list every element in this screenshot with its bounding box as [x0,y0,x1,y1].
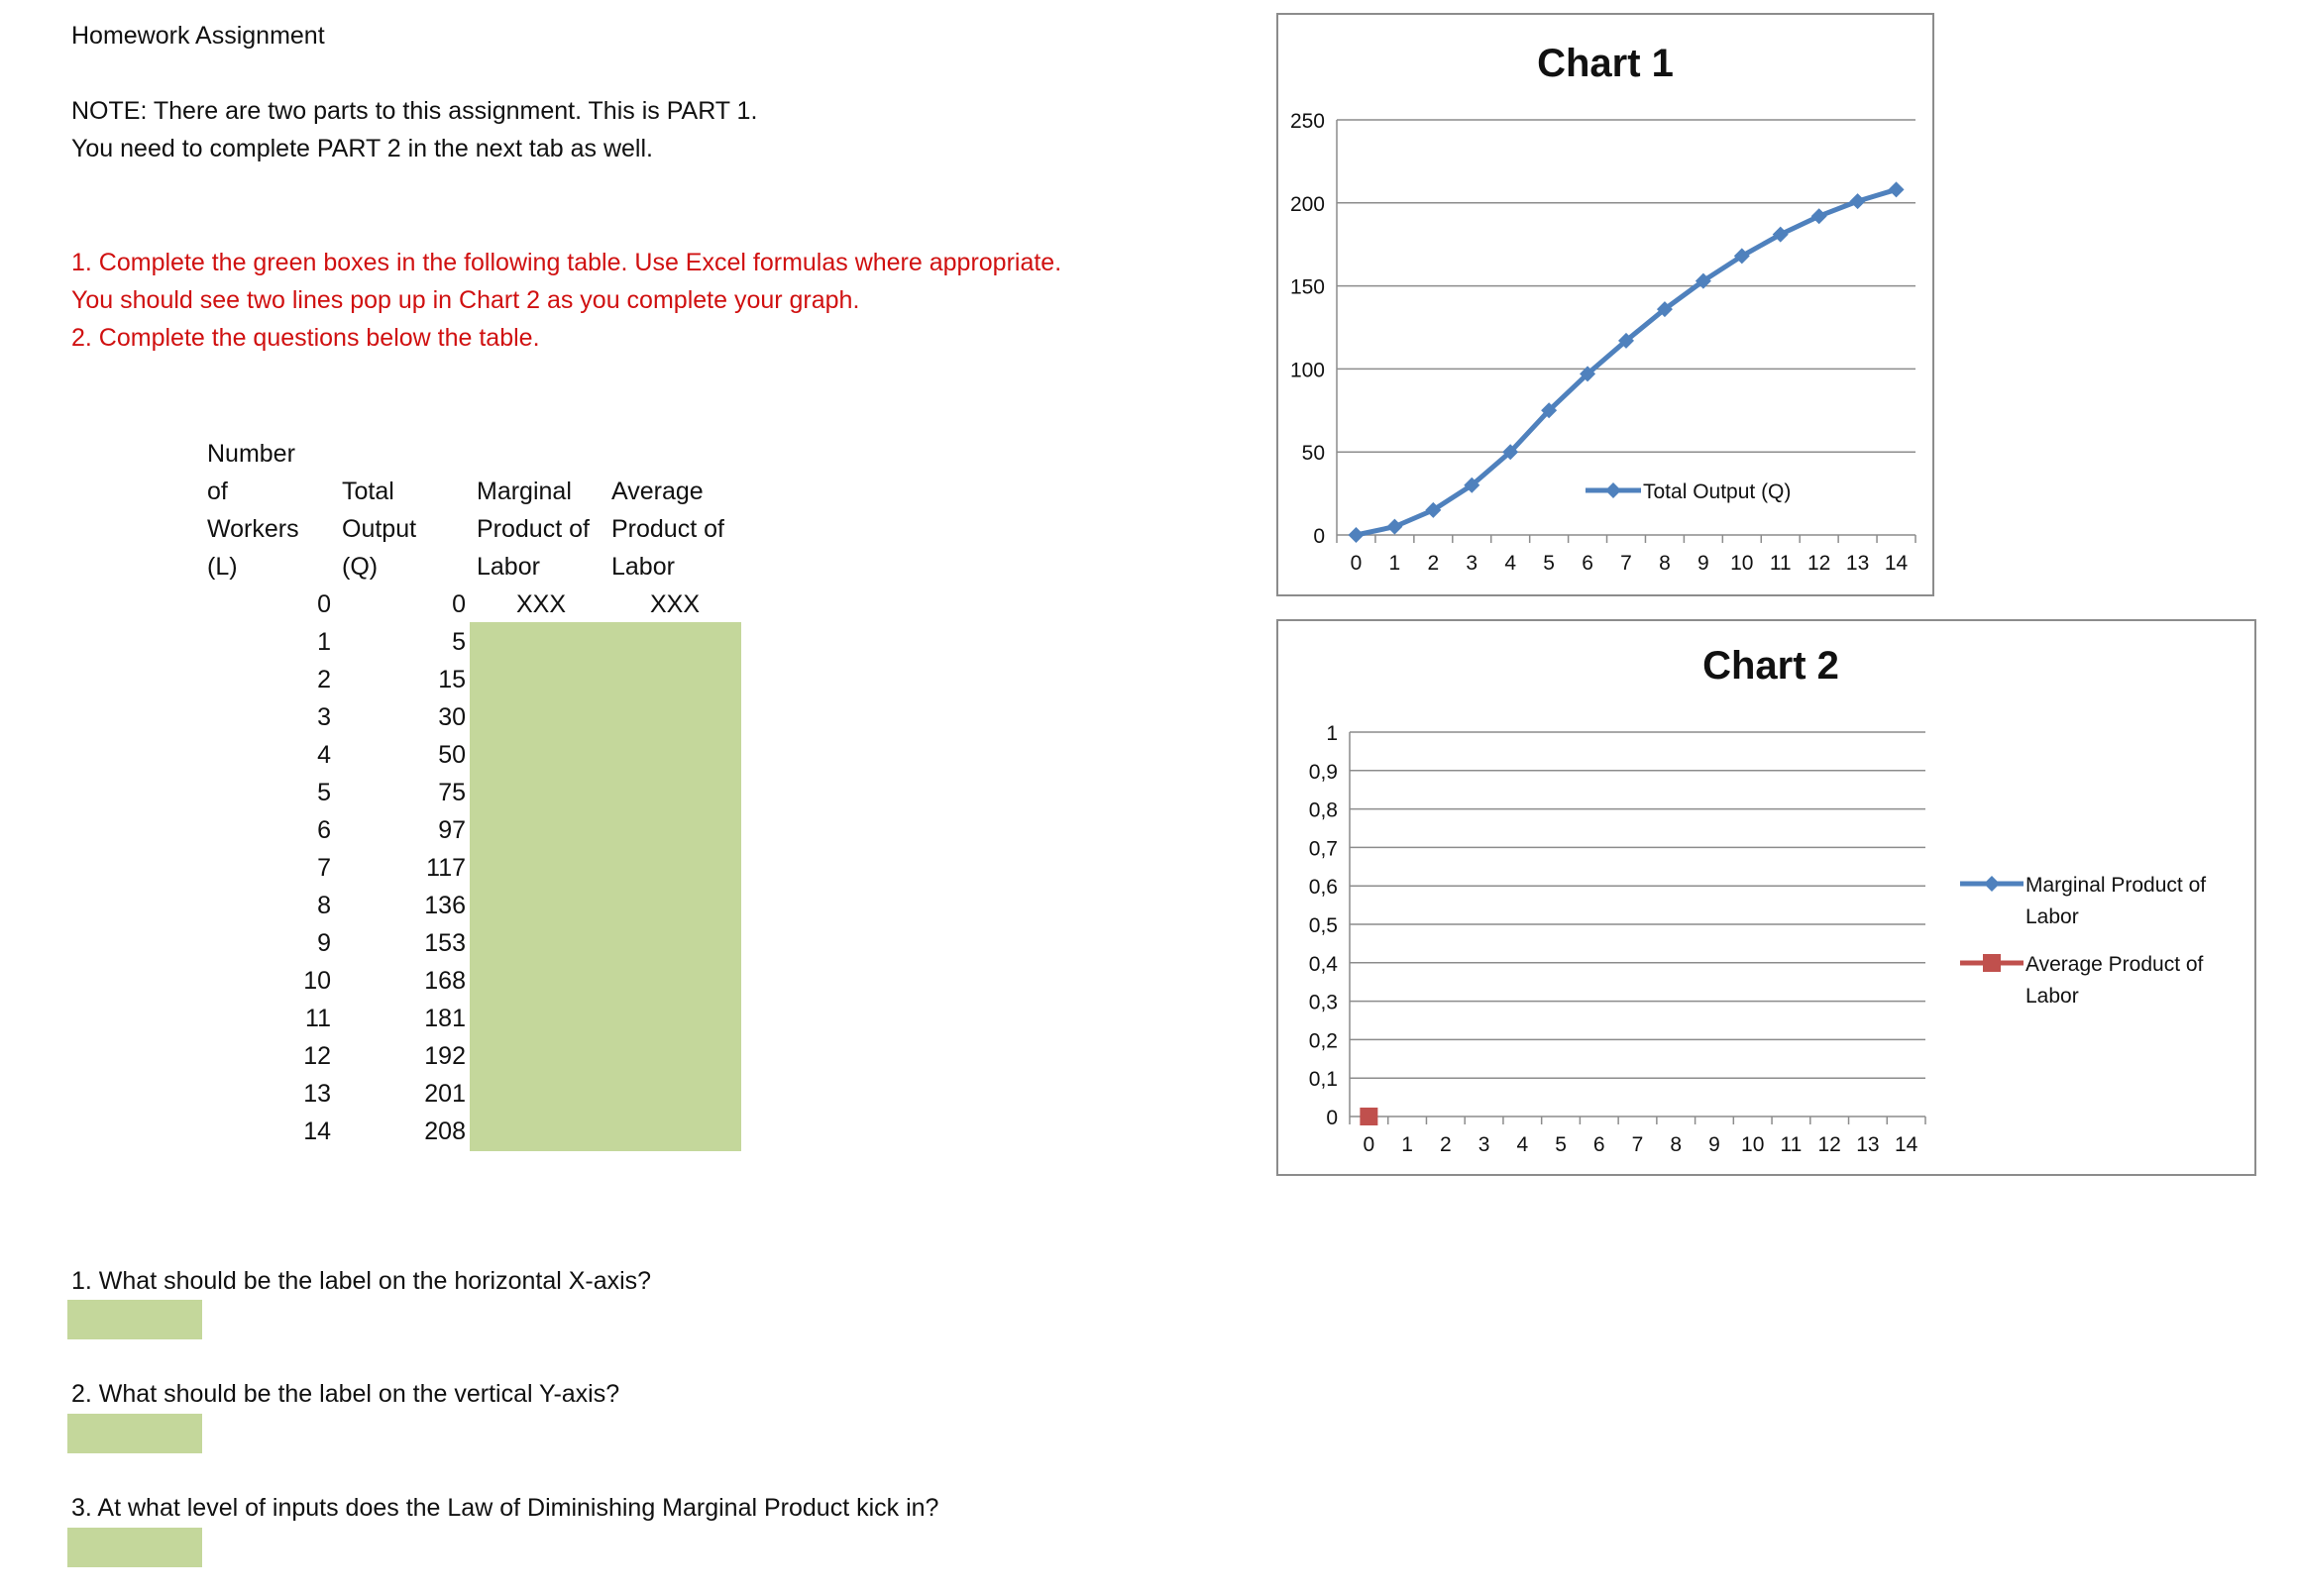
y-tick-label: 0,4 [1308,952,1338,976]
x-tick-label: 5 [1555,1133,1567,1156]
data-point [1850,193,1866,209]
legend-label: Labor [2025,985,2079,1008]
apl-placeholder: XXX [650,590,701,618]
y-tick-label: 0,5 [1308,914,1338,937]
x-tick-label: 1 [1401,1133,1413,1156]
y-tick-label: 200 [1289,192,1325,216]
legend-swatch-marker [1605,482,1621,498]
cell-output: 5 [452,628,466,656]
chart-title: Chart 1 [1537,42,1674,85]
cell-output: 168 [424,967,466,995]
chart-2-svg [1278,621,2254,1174]
y-tick-label: 0,3 [1308,991,1338,1014]
x-tick-label: 7 [1631,1133,1644,1156]
cell-workers: 3 [317,703,331,731]
cell-workers: 8 [317,892,331,919]
x-tick-label: 6 [1592,1133,1605,1156]
data-point [1386,519,1402,535]
chart-1-svg [1278,15,1932,594]
header-apl-line: Average [611,478,704,505]
x-tick-label: 2 [1427,552,1440,575]
legend-swatch-marker [1983,954,2001,972]
y-tick-label: 50 [1301,442,1325,466]
y-tick-label: 150 [1289,275,1325,299]
header-output-line: Output [342,515,417,543]
x-tick-label: 8 [1670,1133,1683,1156]
header-workers-line: Workers [207,515,299,543]
cell-workers: 1 [317,628,331,656]
x-tick-label: 1 [1388,552,1401,575]
legend-swatch-marker [1984,876,2000,892]
question-1: 1. What should be the label on the horizontal X-axis? [71,1267,652,1295]
y-tick-label: 0,7 [1308,837,1338,861]
x-tick-label: 3 [1477,1133,1490,1156]
header-mpl-line: Product of [477,515,590,543]
x-tick-label: 0 [1350,552,1363,575]
y-tick-label: 0,6 [1308,876,1338,900]
data-point [1811,208,1827,224]
x-tick-label: 14 [1894,1133,1918,1156]
x-tick-label: 2 [1439,1133,1452,1156]
chart-2 [1276,619,2256,1176]
y-tick-label: 0,1 [1308,1068,1338,1092]
cell-output: 15 [438,666,466,693]
x-tick-label: 13 [1856,1133,1880,1156]
x-tick-label: 7 [1620,552,1632,575]
cell-output: 181 [424,1005,466,1032]
answer-cells-block[interactable] [470,622,741,1151]
cell-workers: 4 [317,741,331,769]
x-tick-label: 9 [1708,1133,1720,1156]
cell-workers: 12 [303,1042,331,1070]
mpl-placeholder: XXX [516,590,567,618]
cell-workers: 5 [317,779,331,806]
x-tick-label: 4 [1504,552,1517,575]
instruction-1-line-1: 1. Complete the green boxes in the following table. Use Excel formulas where appropriate. [71,249,1062,276]
y-tick-label: 0,9 [1308,760,1338,784]
cell-workers: 14 [303,1117,331,1145]
chart-1 [1276,13,1934,596]
y-tick-label: 0 [1313,525,1325,548]
data-point [1348,527,1364,543]
chart-title: Chart 2 [1702,644,1839,688]
legend-label: Average Product of [2025,953,2204,976]
header-output-line: (Q) [342,553,379,581]
cell-workers: 10 [303,967,331,995]
data-point [1889,181,1905,197]
cell-workers: 9 [317,929,331,957]
question-3: 3. At what level of inputs does the Law of Diminishing Marginal Product kick in? [71,1494,939,1522]
x-tick-label: 11 [1769,552,1792,575]
instruction-2: 2. Complete the questions below the table. [71,324,540,352]
legend-label: Marginal Product of [2025,874,2207,897]
x-tick-label: 0 [1363,1133,1375,1156]
cell-output: 117 [426,854,466,882]
cell-workers: 0 [317,590,331,618]
header-mpl-line: Labor [477,553,540,581]
cell-workers: 13 [303,1080,331,1108]
question-2: 2. What should be the label on the vertical Y-axis? [71,1380,620,1408]
x-tick-label: 12 [1817,1133,1841,1156]
x-tick-label: 11 [1780,1133,1803,1156]
data-point [1360,1108,1377,1125]
note-line-1: NOTE: There are two parts to this assignment. This is PART 1. [71,97,758,125]
y-tick-label: 100 [1289,359,1325,382]
x-tick-label: 10 [1741,1133,1765,1156]
cell-output: 97 [438,816,466,844]
x-tick-label: 3 [1466,552,1478,575]
x-tick-label: 13 [1845,552,1870,575]
cell-output: 201 [424,1080,466,1108]
legend-label: Total Output (Q) [1643,480,1792,503]
x-tick-label: 14 [1884,552,1909,575]
header-apl-line: Labor [611,553,675,581]
x-tick-label: 9 [1697,552,1709,575]
cell-output: 0 [452,590,466,618]
answer-box-2[interactable] [67,1414,202,1453]
series-line [1356,189,1896,535]
doc-title: Homework Assignment [71,22,325,50]
cell-output: 30 [438,703,466,731]
x-tick-label: 4 [1516,1133,1529,1156]
y-tick-label: 1 [1326,722,1338,745]
header-workers-line: Number [207,440,295,468]
x-tick-label: 6 [1582,552,1593,575]
x-tick-label: 5 [1543,552,1555,575]
header-apl-line: Product of [611,515,724,543]
cell-output: 136 [424,892,466,919]
cell-output: 50 [438,741,466,769]
cell-workers: 11 [305,1005,331,1032]
y-tick-label: 250 [1289,110,1325,133]
cell-workers: 6 [317,816,331,844]
cell-workers: 7 [317,854,331,882]
header-workers-line: of [207,478,228,505]
header-workers-line: (L) [207,553,238,581]
answer-box-3[interactable] [67,1528,202,1567]
y-tick-label: 0 [1326,1107,1338,1129]
note-line-2: You need to complete PART 2 in the next tab as well. [71,135,653,162]
cell-output: 208 [424,1117,466,1145]
cell-workers: 2 [317,666,331,693]
answer-box-1[interactable] [67,1300,202,1339]
y-tick-label: 0,2 [1308,1029,1338,1053]
y-tick-label: 0,8 [1308,798,1338,822]
cell-output: 153 [424,929,466,957]
instruction-1-line-2: You should see two lines pop up in Chart 2 as you complete your graph. [71,286,860,314]
cell-output: 192 [424,1042,466,1070]
x-tick-label: 10 [1730,552,1754,575]
x-tick-label: 8 [1659,552,1671,575]
legend-label: Labor [2025,905,2079,928]
header-output-line: Total [342,478,394,505]
cell-output: 75 [438,779,466,806]
x-tick-label: 12 [1806,552,1831,575]
header-mpl-line: Marginal [477,478,572,505]
